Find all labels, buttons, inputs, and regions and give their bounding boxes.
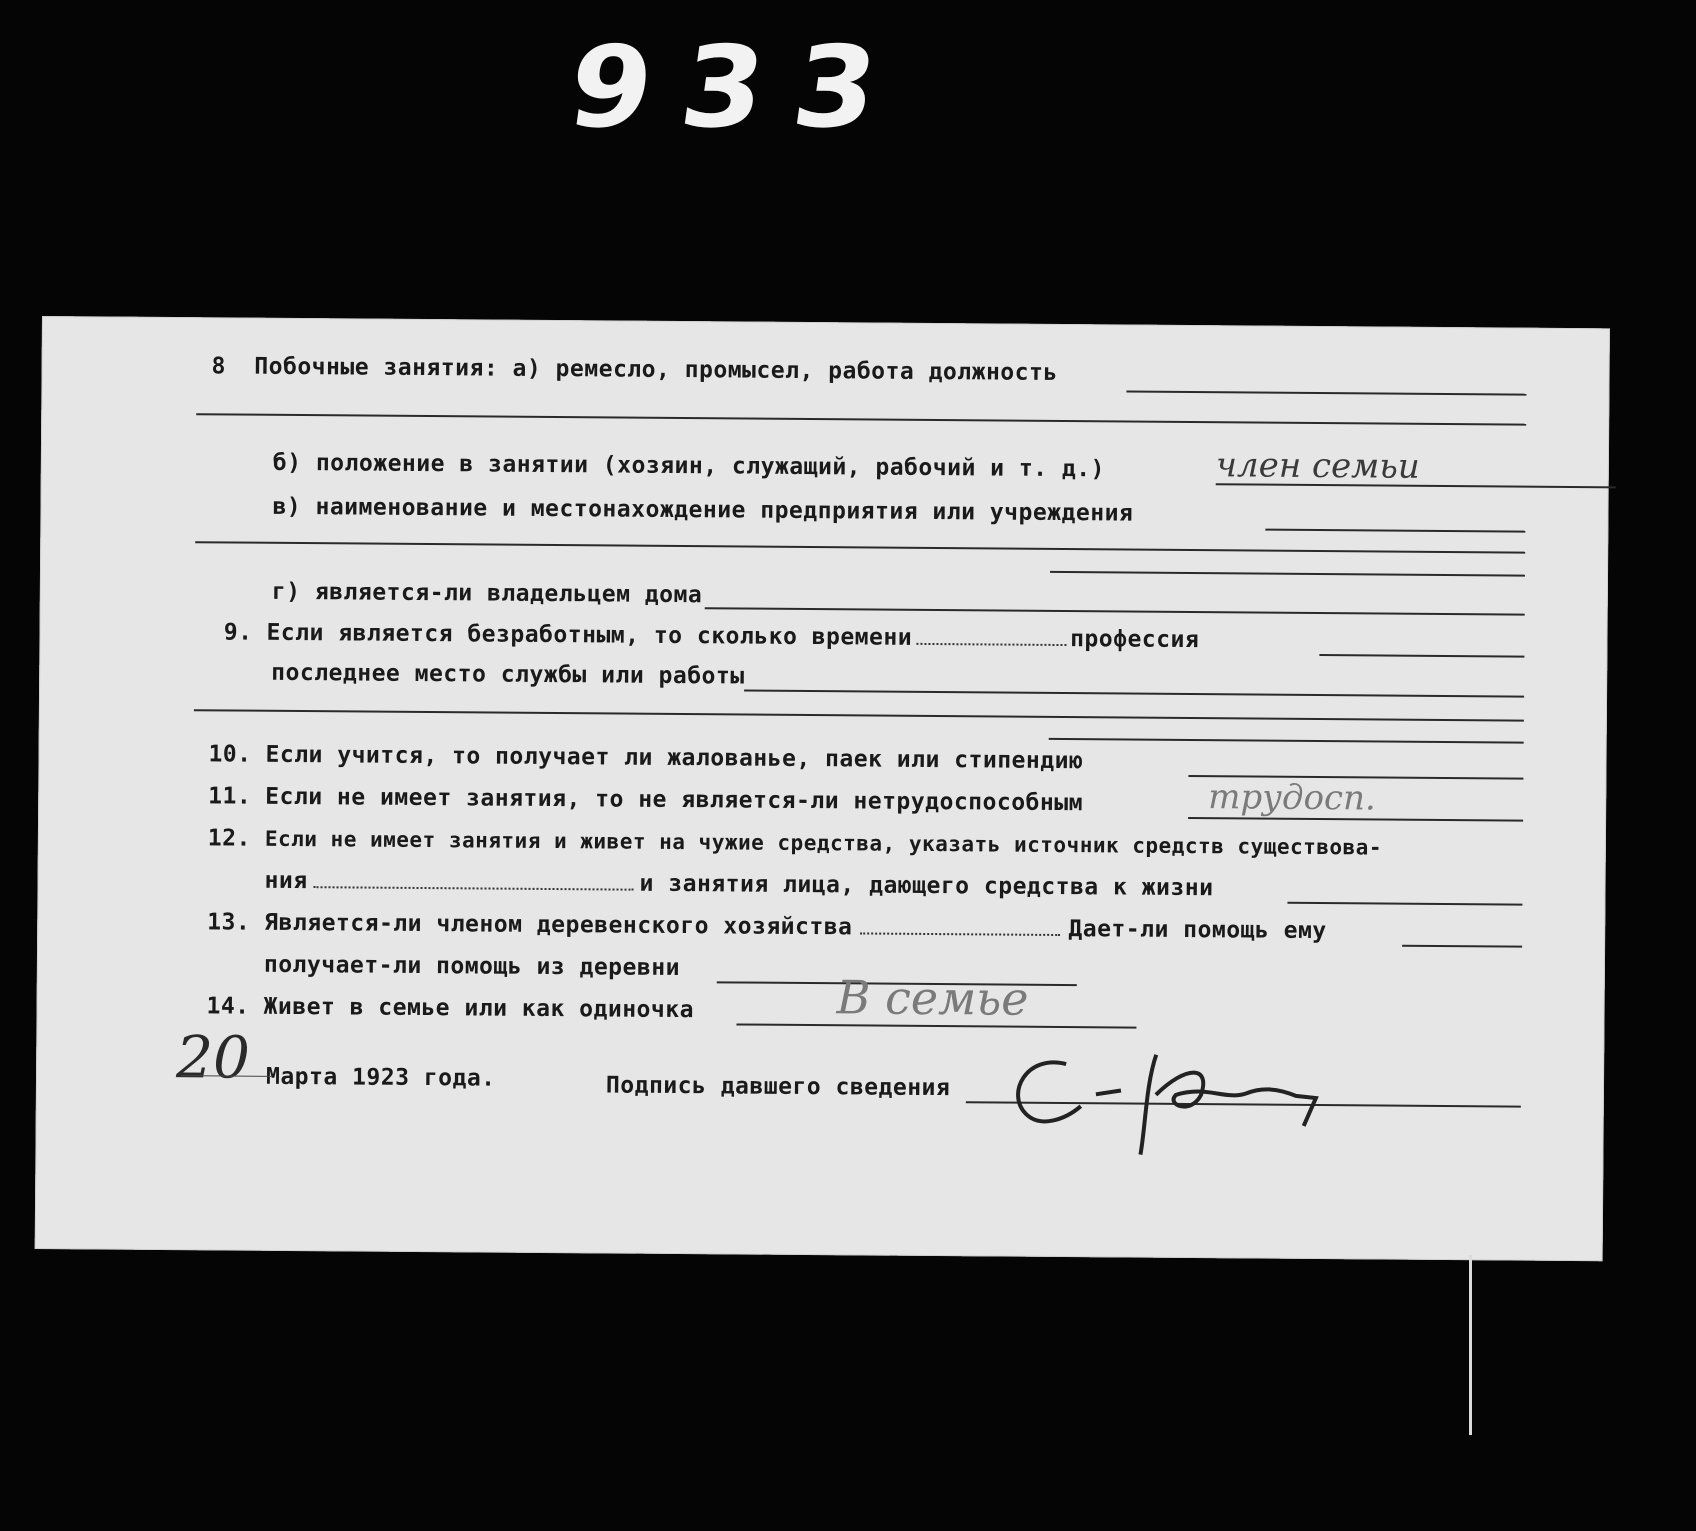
- item-9b-extra-line: [194, 709, 1524, 721]
- item-10-text: Если учится, то получает ли жалованье, паек или стипендию: [265, 741, 1084, 775]
- item-8v-fill-line: [1265, 529, 1525, 533]
- item-13-help-text: Дает-ли помощь ему: [1068, 916, 1327, 945]
- signature-row: [606, 1072, 951, 1101]
- item-13-member-line: [860, 932, 1060, 936]
- item-13-help-line: [1402, 945, 1522, 948]
- item-12b-row: [264, 868, 1213, 901]
- item-12-row: [193, 825, 1382, 860]
- item-9-row: [194, 619, 1199, 653]
- item-11-handwritten: трудосп.: [1208, 777, 1376, 819]
- item-12-number: 12.: [207, 825, 252, 852]
- item-12b-text-1: ния: [264, 867, 308, 895]
- item-9-number: 9.: [223, 619, 253, 646]
- item-14-number: 14.: [206, 993, 250, 1020]
- item-13-number: 13.: [207, 909, 251, 936]
- item-8v-text: в) наименование и местонахождение предприятия или учреждения: [272, 493, 1134, 527]
- item-8-fill-line: [1126, 391, 1526, 396]
- item-14-handwritten: В семье: [836, 970, 1029, 1026]
- handwritten-signature: [995, 1024, 1376, 1177]
- item-14-row: [191, 993, 694, 1023]
- item-12b-fill-line: [1287, 902, 1522, 906]
- item-13-row: [192, 909, 1327, 944]
- item-8g-row: [272, 579, 703, 608]
- item-8-extra-line: [196, 413, 1526, 425]
- date-row: [266, 1064, 496, 1092]
- item-8g-fill-line: [705, 607, 1525, 615]
- item-12-text: Если не имеет занятия и живет на чужие средства, указать источник средств существова-: [264, 826, 1383, 860]
- date-text: Марта 1923 года.: [265, 1063, 496, 1092]
- item-8v-row: [272, 494, 1133, 527]
- item-8b-text: б) положение в занятии (хозяин, служащий, рабочий и т. д.): [272, 449, 1106, 483]
- item-8b-row: [273, 450, 1105, 483]
- item-9-text: Если является безработным, то сколько времени: [266, 619, 913, 651]
- item-9-profession: профессия: [1070, 626, 1200, 654]
- item-13b-row: [264, 952, 680, 981]
- item-11-number: 11.: [208, 783, 252, 810]
- item-8v-extra-line-2: [1050, 571, 1525, 577]
- item-12b-source-line: [314, 886, 634, 891]
- item-8b-handwritten: член семьи: [1215, 445, 1420, 487]
- item-9b-text: последнее место службы или работы: [271, 659, 745, 690]
- item-9b-fill-line: [744, 690, 1524, 698]
- item-8-number: 8: [211, 353, 227, 380]
- item-10-number: 10.: [208, 741, 252, 768]
- item-9-profession-line: [1319, 654, 1524, 658]
- frame-number: 933: [560, 21, 916, 153]
- item-10-row: [193, 741, 1083, 774]
- item-9-duration-line: [916, 643, 1066, 646]
- film-scratch: [1469, 1255, 1472, 1435]
- item-11-fill-line: [1188, 817, 1523, 822]
- item-11-text: Если не имеет занятия, то не является-ли нетрудоспособным: [265, 783, 1084, 817]
- item-8g-text: г) является-ли владельцем дома: [271, 578, 703, 609]
- item-12b-text-2: и занятия лица, дающего средства к жизни: [639, 870, 1214, 902]
- item-13-text: Является-ли членом деревенского хозяйства: [264, 909, 853, 941]
- item-8-text: Побочные занятия: а) ремесло, промысел, работа должность: [254, 353, 1058, 386]
- item-8v-extra-line-1: [195, 541, 1525, 553]
- item-11-row: [193, 783, 1083, 816]
- signature-label: Подпись давшего сведения: [605, 1072, 951, 1102]
- item-14-text: Живет в семье или как одиночка: [263, 993, 695, 1024]
- item-9b-extra-line-2: [1049, 738, 1524, 744]
- questionnaire-card: [35, 316, 1610, 1261]
- date-day-handwritten: 20: [175, 1023, 251, 1092]
- item-9b-row: [271, 660, 745, 690]
- item-13b-text: получает-ли помощь из деревни: [263, 951, 681, 982]
- item-8b-fill-line: [1216, 483, 1616, 488]
- item-8-row: [212, 353, 1058, 386]
